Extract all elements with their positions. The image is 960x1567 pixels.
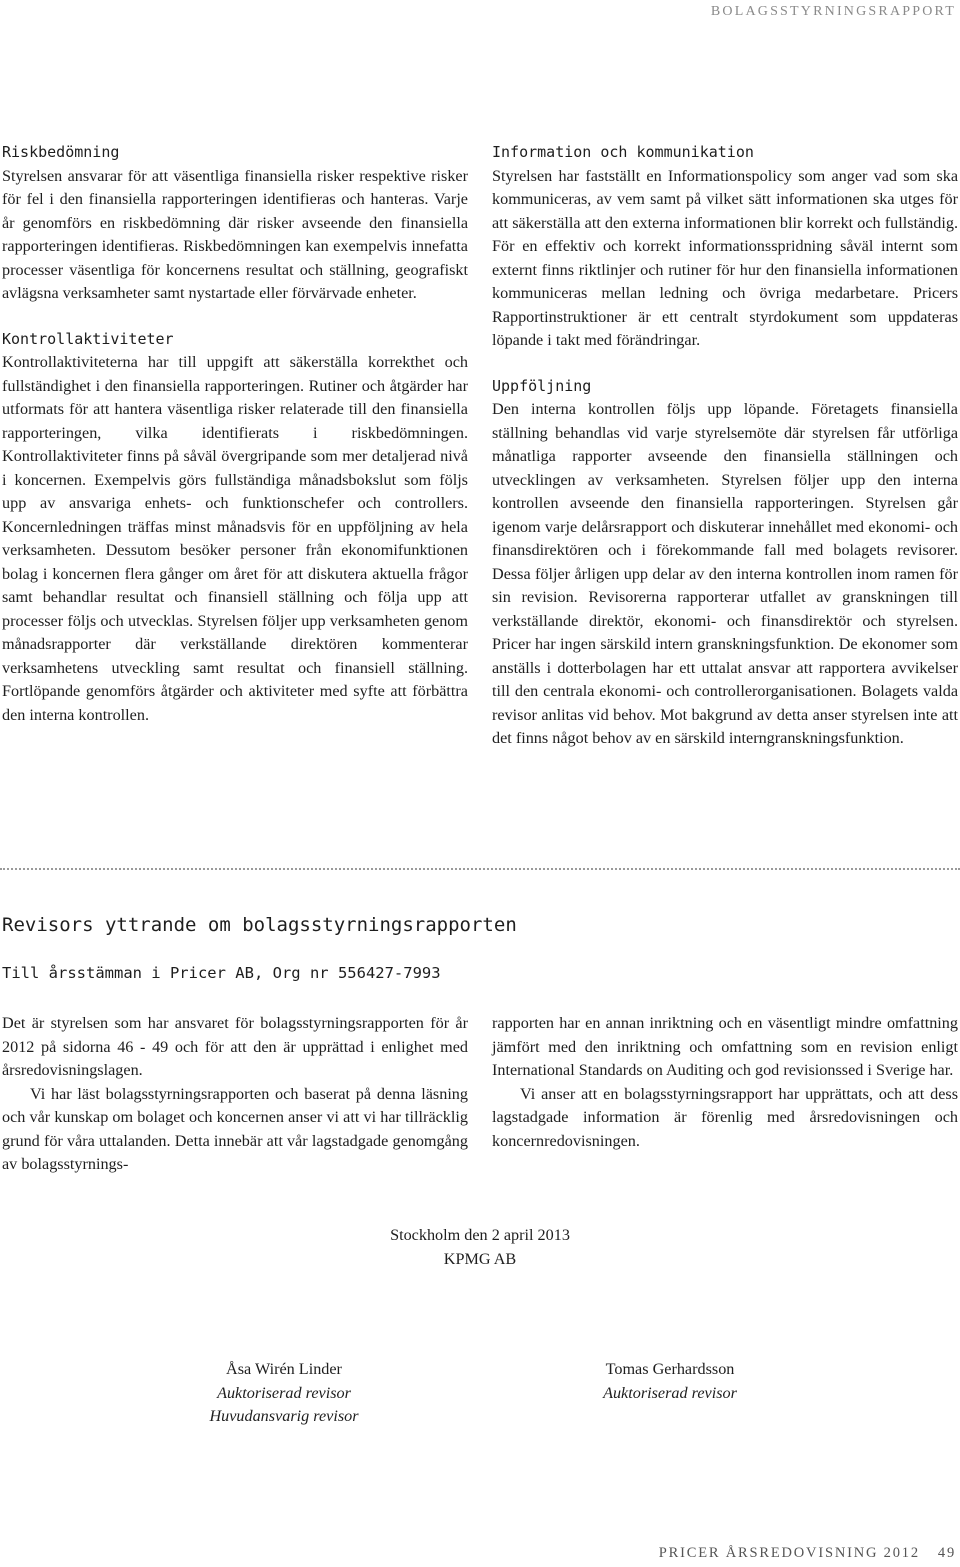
audit-firm: KPMG AB xyxy=(443,1249,517,1268)
section-text: Kontrollaktiviteterna har till uppgift att säkerställa korrekthet och fullständighet i den finansiella rapporteringen. Rutiner och åtgärder har utformats för att hantera väsentliga risker relaterade till den finansiella rapporteringen, vilka identifierats i riskbedömningen. Kontrollaktiviteter finns på såväl övergripande som mer detaljerad nivå i koncernen. Exempelvis görs fullständiga månadsbokslut som följs upp av ansvariga enhets- och funktionschefer och controllers. Koncernledningen träffas minst månadsvis för en uppföljning av hela verksamheten. Dessutom besöker personer från ekonomifunktionen bolag i koncernen flera gånger om året för att diskutera aktuella frågor samt behandlar resultat och finansiell ställning och följa upp att processer följs och utvecklas. Styrelsen följer upp verksamheten genom månadsrapporter där verkställande direktören kommenterar verksamhetens utveckling samt resultat och finansiell ställning. Fortlöpande genomförs åtgärder och aktiviteter med syfte att förbättra den interna kontrollen. xyxy=(2,353,468,724)
signatory-role: Auktoriserad revisor xyxy=(217,1383,351,1402)
auditor-report-subtitle: Till årsstämman i Pricer AB, Org nr 556427-7993 xyxy=(2,964,441,982)
section-text: Den interna kontrollen följs upp löpande. Företagets finansiella ställning behandlas vid varje styrelsemöte där styrelsen får utförliga månatliga rapporter avseende den finansiella ställningen och utvecklingen av verksamheten. Styrelsen följer upp den interna kontrollen avseende den finansiella rapporteringen. Styrelsen går igenom varje delårsrapport och diskuterar innehållet med ekonomi- och finansdirektören och i förekommande fall med bolagets revisorer. Dessa följer årligen upp delar av den interna kontrollen inom ramen för sin revision. Revisorerna rapporterar utfallet av granskningen till verkställande direktör, ekonomi- och finansdirektör och styrelsen. Pricer har ingen särskild intern granskningsfunktion. De ekonomer som anställs i dotterbolagen har ett uttalat ansvar att rapportera avvikelser till den centrala ekonomi- och controllerorganisationen. Bolagets valda revisor anlitas vid behov. Mot bakgrund av detta anser styrelsen inte att det finns något behov av en särskild interngranskningsfunktion. xyxy=(492,400,958,747)
section-kontrollaktiviteter xyxy=(2,328,468,728)
signatory-role-secondary: Huvudansvarig revisor xyxy=(209,1407,359,1425)
signatory xyxy=(184,1358,384,1429)
auditor-paragraph: Vi har läst bolagsstyrningsrapporten och baserat på denna läsning och vår kunskap om bolaget och koncernen anser vi att vi har tillräcklig grund för våra uttalanden. Detta innebär att vår lagstadgade genomgång av bolagsstyrnings- xyxy=(2,1084,468,1173)
page-number: 49 xyxy=(937,1545,956,1561)
section-uppfoljning xyxy=(492,375,958,751)
auditor-right-column xyxy=(492,1012,958,1153)
signatory xyxy=(570,1358,770,1405)
signatory-name: Åsa Wirén Linder xyxy=(226,1360,342,1378)
section-heading: Information och kommunikation xyxy=(492,143,754,161)
signatory-role: Auktoriserad revisor xyxy=(603,1383,737,1402)
signatory-name: Tomas Gerhardsson xyxy=(605,1360,735,1378)
left-column xyxy=(2,141,468,749)
place-date: Stockholm den 2 april 2013 xyxy=(390,1226,570,1244)
auditor-paragraph: rapporten har en annan inriktning och en väsentligt mindre omfattning jämfört med den inriktning och omfattning som en revision enligt International Standards on Auditing och god revisionssed i Sverige har. xyxy=(492,1014,958,1079)
signoff xyxy=(0,1224,960,1271)
auditor-report-title: Revisors yttrande om bolagsstyrningsrapporten xyxy=(2,914,517,936)
auditor-left-column xyxy=(2,1012,468,1177)
running-header: BOLAGSSTYRNINGSRAPPORT xyxy=(710,4,956,19)
dotted-divider xyxy=(0,868,960,870)
auditor-paragraph: Vi anser att en bolagsstyrningsrapport har upprättats, och att dess lagstadgade information är förenlig med årsredovisningen och koncernredovisningen. xyxy=(492,1084,958,1150)
page-footer xyxy=(659,1545,956,1562)
section-riskbedomning xyxy=(2,141,468,306)
publication-title: PRICER ÅRSREDOVISNING 2012 xyxy=(658,1545,920,1561)
section-heading: Riskbedömning xyxy=(2,143,120,161)
section-heading: Uppföljning xyxy=(492,376,592,395)
section-heading: Kontrollaktiviteter xyxy=(2,329,174,348)
right-column xyxy=(492,141,958,773)
section-text: Styrelsen ansvarar för att väsentliga finansiella risker respektive risker för fel i den finansiella rapporteringen identifieras och hanteras. Varje år genomförs en riskbedömning där risker avseende den finansiella rapporteringen identifieras. Riskbedömningen kan exempelvis innefatta processer väsentliga för koncernens resultat och ställning, geografiskt avlägsna verksamheter samt nystartade eller förvärvade enheter. xyxy=(2,166,468,302)
section-text: Styrelsen har fastställt en Informationspolicy som anger vad som ska kommuniceras, av vem samt på vilket sätt informationen ska utges för att säkerställa att den externa informationen blir korrekt och fullständig. För en effektiv och korrekt informationsspridning såväl internt som externt finns riktlinjer och rutiner för hur den finansiella informationen kommuniceras mellan ledning och övriga medarbetare. Pricers Rapportinstruktioner är ett centralt styrdokument som uppdateras löpande i takt med förändringar. xyxy=(492,166,958,349)
section-information xyxy=(492,141,958,353)
auditor-paragraph: Det är styrelsen som har ansvaret för bolagsstyrningsrapporten för år 2012 på sidorna 46 - 49 och för att den är upprättad i enlighet med årsredovisningslagen. xyxy=(2,1014,468,1079)
